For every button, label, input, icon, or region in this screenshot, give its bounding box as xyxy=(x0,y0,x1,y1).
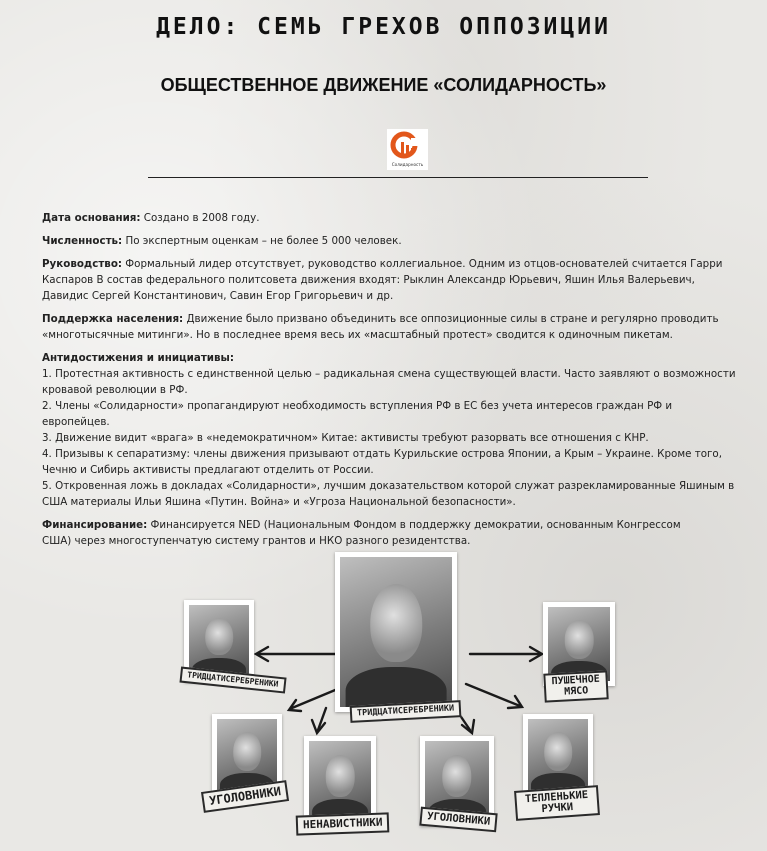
anti-item-3: 3. Движение видит «врага» в «недемократичном» Китае: активисты требуют разорвать все отношения с КНР. xyxy=(42,432,649,444)
people-collage xyxy=(0,548,767,851)
page-subtitle: ОБЩЕСТВЕННОЕ ДВИЖЕНИЕ «СОЛИДАРНОСТЬ» xyxy=(160,75,607,95)
leadership-row xyxy=(42,256,742,304)
stamp-bottom-1: УГОЛОВНИКИ xyxy=(201,780,289,812)
anti-row xyxy=(42,350,742,510)
arrow-down-left-icon xyxy=(292,688,340,708)
anti-item-4: 4. Призывы к сепаратизму: члены движения призывают отдать Курильские острова Японии, а Крым – Украине. Кроме того, Чечню и Сибирь активисты предлагают отделить от России. xyxy=(42,448,722,476)
funding-label: Финансирование: xyxy=(42,519,148,531)
stamp-bottom-4: ТЕПЛЕНЬКИЕ РУЧКИ xyxy=(514,785,600,821)
support-label: Поддержка населения: xyxy=(42,313,184,325)
solidarnost-logo xyxy=(387,129,428,170)
founded-text: Создано в 2008 году. xyxy=(140,212,260,224)
support-row xyxy=(42,311,742,343)
size-row xyxy=(42,233,742,249)
founded-label: Дата основания: xyxy=(42,212,141,224)
anti-item-1: 1. Протестная активность с единственной целью – радикальная смена существующей власти. Часто заявляют о возможности кровавой революции в РФ. xyxy=(42,368,736,396)
stamp-center: ТРИДЦАТИСЕРЕБРЕНИКИ xyxy=(350,700,462,723)
stamp-bottom-2: НЕНАВИСТНИКИ xyxy=(296,812,390,835)
page-title: ДЕЛО: СЕМЬ ГРЕХОВ ОППОЗИЦИИ xyxy=(156,14,611,40)
logo-text: Солидарность xyxy=(391,162,424,167)
size-label: Численность: xyxy=(42,235,123,247)
anti-label: Антидостижения и инициативы: xyxy=(42,352,234,364)
founded-row xyxy=(42,210,742,226)
leadership-text: Формальный лидер отсутствует, руководство коллегиальное. Одним из отцов-основателей считается Гарри Каспаров В состав федерального политсовета движения входят: Рыклин Александр Юрьевич, Яшин Илья Валерьевич, Давидис Сергей Константинович, Савин Егор Григорьевич и др. xyxy=(42,258,723,302)
title-divider xyxy=(148,177,648,178)
stamp-bottom-3: УГОЛОВНИКИ xyxy=(419,807,498,833)
support-text: Движение было призвано объединить все оппозиционные силы в стране и регулярно проводить «многотысячные митинги». Но в последнее время весь их «масштабный протест» сводится к одиночным пикетам. xyxy=(42,313,719,341)
size-text: По экспертным оценкам – не более 5 000 человек. xyxy=(122,235,402,247)
stamp-left-top: ТРИДЦАТИСЕРЕБРЕНИКИ xyxy=(179,667,286,694)
arrow-far-right-icon xyxy=(466,684,520,706)
anti-item-2: 2. Члены «Солидарности» пропагандируют необходимость вступления РФ в ЕС без учета интересов граждан РФ и европейцев. xyxy=(42,400,673,428)
dossier-content xyxy=(42,210,742,556)
funding-text: Финансируется NED (Национальным Фондом в поддержку демократии, основанным Конгрессом США) через многоступенчатую систему грантов и НКО разного резидентства. xyxy=(42,519,681,547)
leadership-label: Руководство: xyxy=(42,258,123,270)
funding-row xyxy=(42,517,682,549)
anti-item-5: 5. Откровенная ложь в докладах «Солидарности», лучшим доказательством которой служат разрекламированные Яшиным в США материалы Ильи Яшина «Путин. Война» и «Угроза Национальной безопасности». xyxy=(42,480,735,508)
stamp-right-top: ПУШЕЧНОЕ МЯСО xyxy=(543,670,608,702)
photo-kasparov xyxy=(335,552,457,712)
